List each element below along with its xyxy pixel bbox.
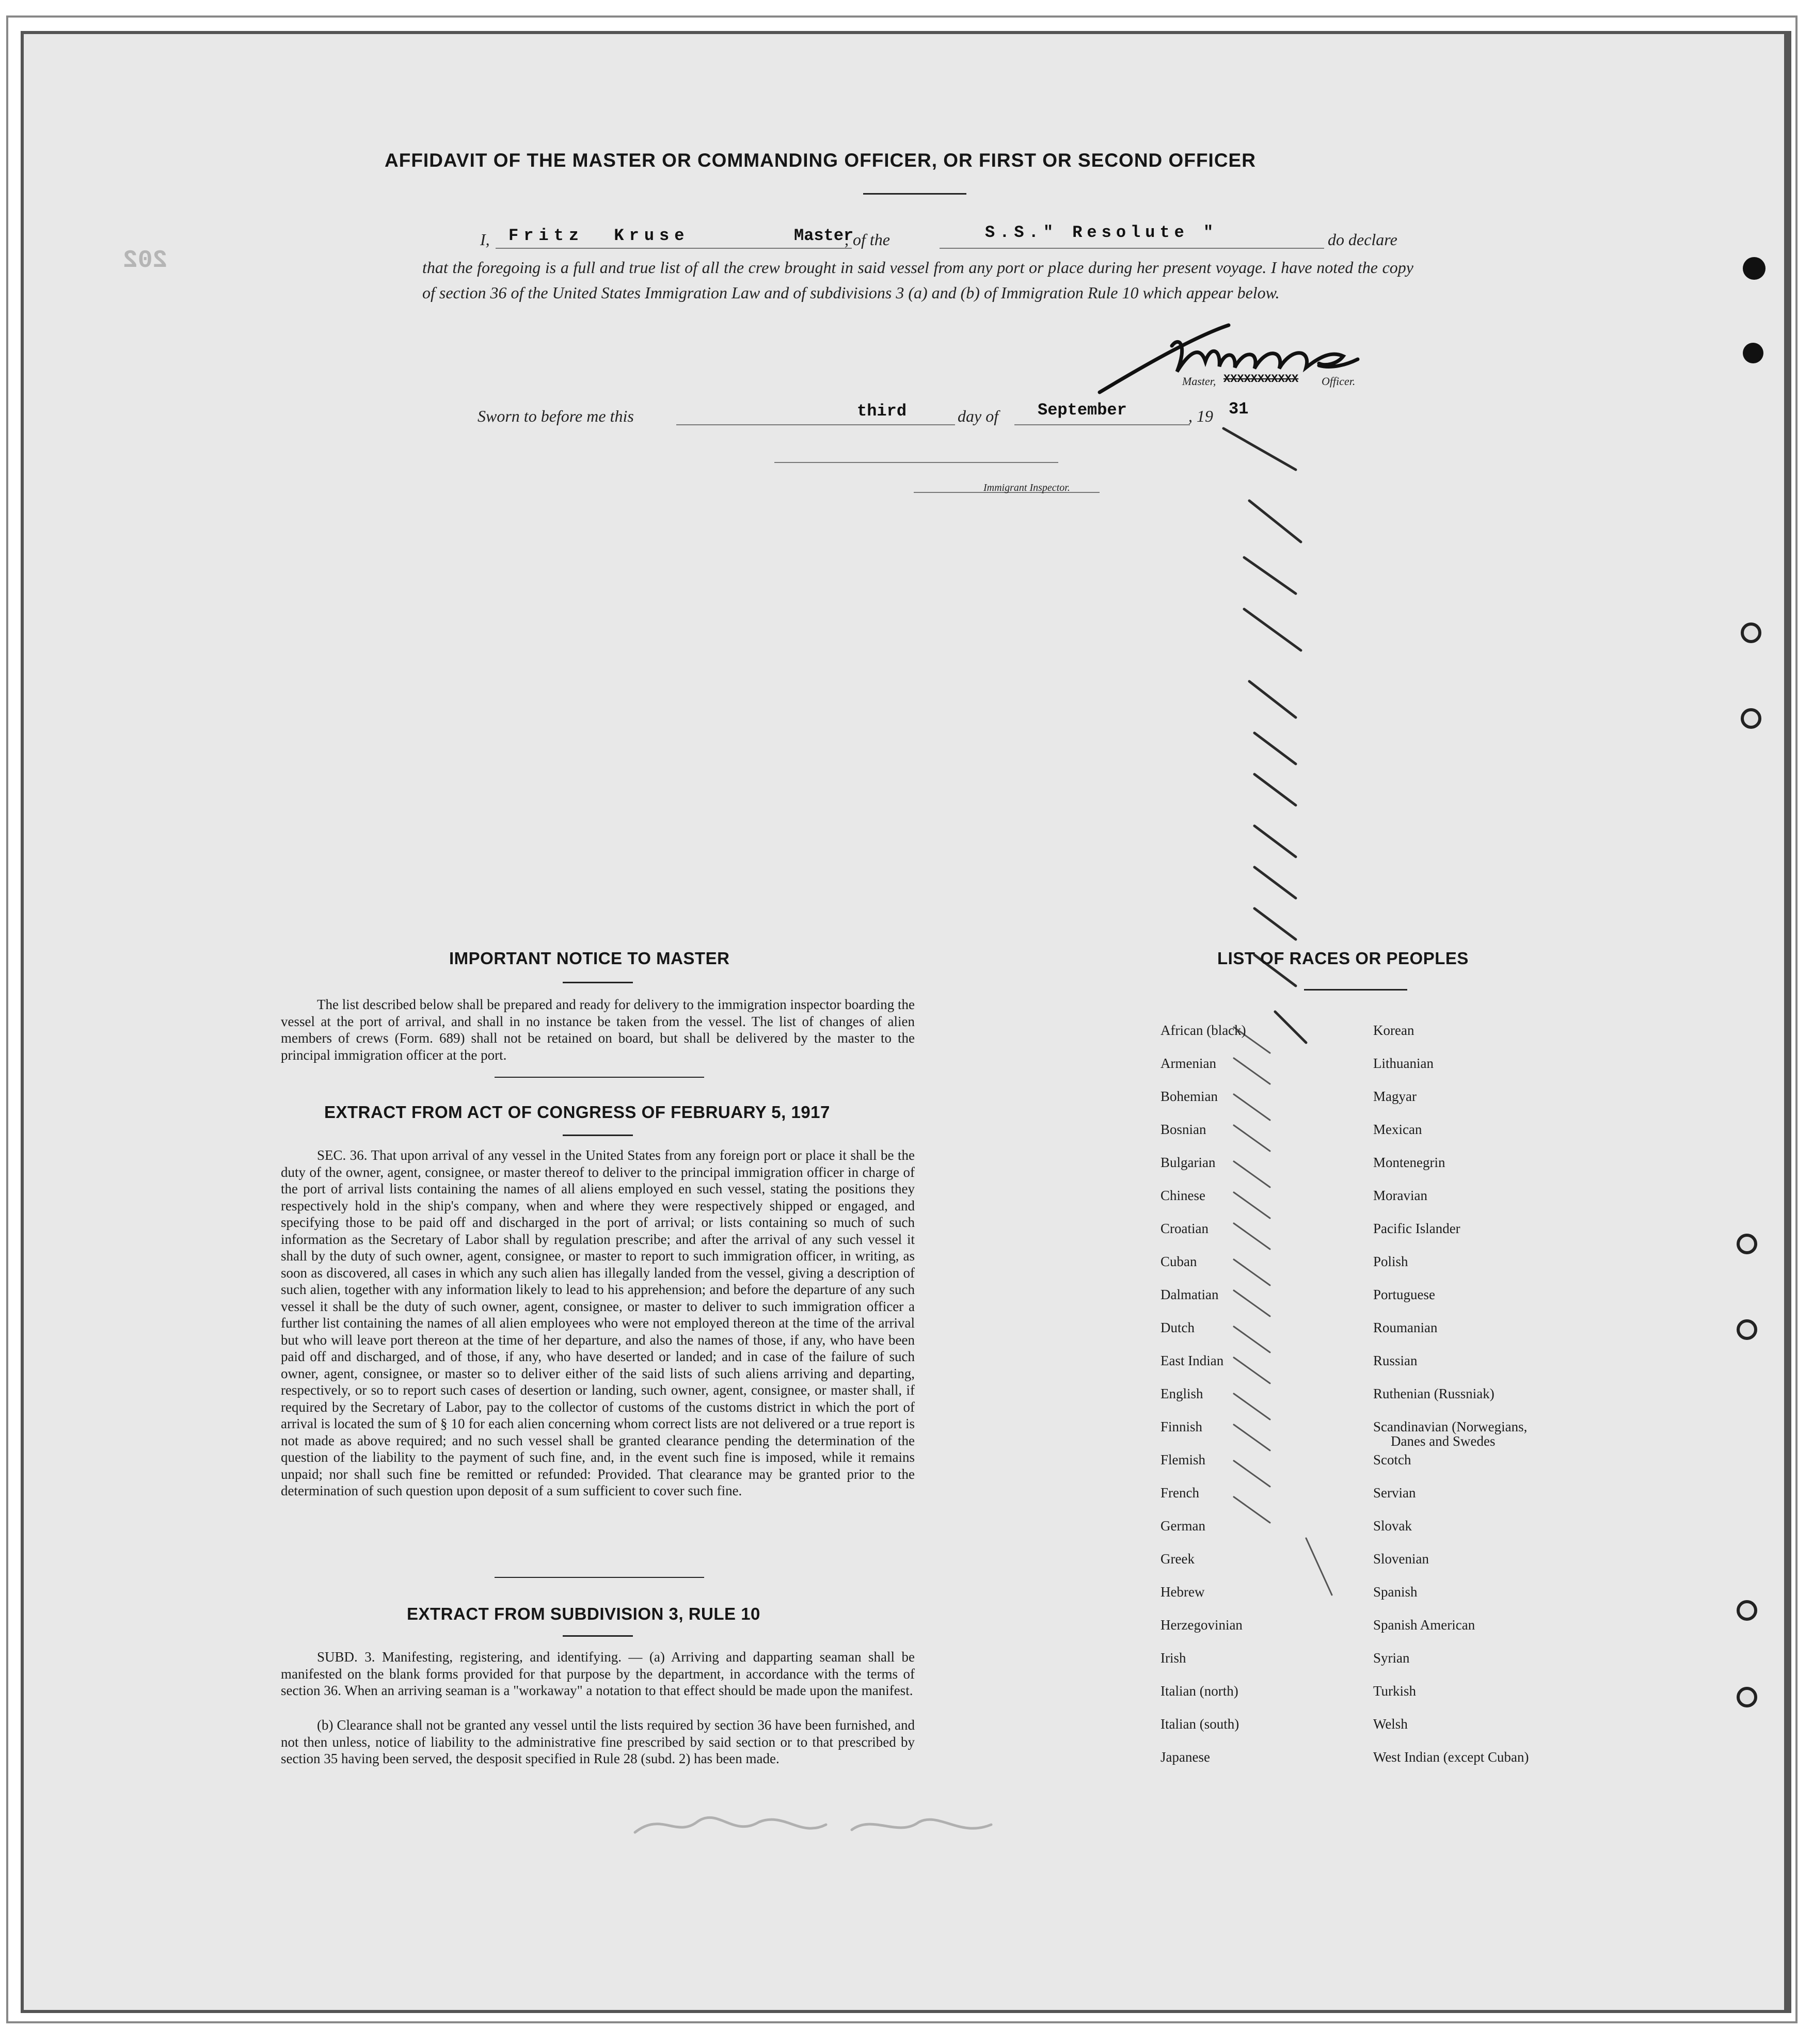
race-item: Lithuanian xyxy=(1373,1056,1434,1071)
rule-extract-text-b: (b) Clearance shall not be granted any vessel until the lists required by section 36 have been furnished, and not then unless, notice of liability to the administrative fine prescribed by said section or to that prescribed by section 35 having been served, the desposit specified in Rule 28 (subd. 2) has been made. xyxy=(281,1717,915,1766)
act-extract-title: EXTRACT FROM ACT OF CONGRESS OF FEBRUARY 5, 1917 xyxy=(324,1103,830,1122)
race-item: African (black) xyxy=(1160,1023,1246,1038)
signature-caption: Master, xyxy=(1182,375,1216,388)
race-item: Pacific Islander xyxy=(1373,1221,1460,1236)
race-item: Scandinavian (Norwegians, xyxy=(1373,1419,1528,1434)
races-rule xyxy=(1304,989,1407,991)
officer-suffix: Officer. xyxy=(1322,375,1356,388)
punch-hole xyxy=(1737,1319,1757,1340)
race-item: Bosnian xyxy=(1160,1122,1206,1137)
page-number: 202 xyxy=(123,247,168,275)
race-item: Ruthenian (Russniak) xyxy=(1373,1386,1494,1401)
sworn-label: Sworn to before me this xyxy=(478,407,634,425)
race-item: Herzegovinian xyxy=(1160,1617,1243,1633)
race-item: Italian (north) xyxy=(1160,1683,1238,1699)
race-item: East Indian xyxy=(1160,1353,1224,1368)
race-item: Scotch xyxy=(1373,1452,1411,1467)
year-value: 31 xyxy=(1229,400,1249,419)
rule-extract-title: EXTRACT FROM SUBDIVISION 3, RULE 10 xyxy=(407,1604,760,1623)
punch-hole xyxy=(1741,708,1761,729)
act-divider xyxy=(495,1577,704,1578)
struck-caption: XXXXXXXXXXX xyxy=(1223,373,1299,386)
faint-handwriting xyxy=(630,1801,1022,1848)
race-item: Armenian xyxy=(1160,1056,1216,1071)
name-underline xyxy=(496,248,852,249)
race-item: Korean xyxy=(1373,1023,1414,1038)
race-item: Dalmatian xyxy=(1160,1287,1219,1302)
race-item: Dutch xyxy=(1160,1320,1195,1335)
race-item: Turkish xyxy=(1373,1683,1417,1699)
notice-divider xyxy=(495,1077,704,1078)
race-item: Magyar xyxy=(1373,1089,1417,1104)
race-item: Chinese xyxy=(1160,1188,1205,1203)
title-rule xyxy=(863,193,966,195)
race-item: Slovak xyxy=(1373,1518,1412,1534)
master-signature xyxy=(1089,315,1409,403)
race-item: Servian xyxy=(1373,1485,1416,1500)
race-item: Syrian xyxy=(1373,1650,1410,1666)
vessel-name: S.S." Resolute " xyxy=(985,223,1218,242)
vessel-underline xyxy=(940,248,1324,249)
race-item: Polish xyxy=(1373,1254,1408,1269)
punch-hole xyxy=(1741,622,1761,643)
race-item: Mexican xyxy=(1373,1122,1422,1137)
notice-title: IMPORTANT NOTICE TO MASTER xyxy=(449,949,730,968)
master-rank: Master xyxy=(794,226,854,245)
race-item: Italian (south) xyxy=(1160,1716,1239,1732)
race-item: Roumanian xyxy=(1373,1320,1438,1335)
race-item: Russian xyxy=(1373,1353,1418,1368)
race-item: Cuban xyxy=(1160,1254,1197,1269)
day-value: third xyxy=(857,402,907,421)
race-item: Irish xyxy=(1160,1650,1186,1666)
master-name: Fritz Kruse xyxy=(508,226,690,245)
affidavit-title: AFFIDAVIT OF THE MASTER OR COMMANDING OFFICER, OR FIRST OR SECOND OFFICER xyxy=(385,150,1256,171)
race-item: Portuguese xyxy=(1373,1287,1435,1302)
race-item: Spanish American xyxy=(1373,1617,1475,1633)
race-item: Moravian xyxy=(1373,1188,1427,1203)
punch-hole xyxy=(1737,1687,1757,1707)
do-declare-label: do declare xyxy=(1328,230,1397,249)
inspector-sign-line xyxy=(774,462,1058,463)
punch-hole xyxy=(1743,257,1766,280)
race-item: English xyxy=(1160,1386,1203,1401)
race-item: Spanish xyxy=(1373,1584,1418,1600)
check-marks xyxy=(1213,413,1368,1703)
race-item: Hebrew xyxy=(1160,1584,1205,1600)
race-item: Japanese xyxy=(1160,1749,1210,1765)
race-item: Bohemian xyxy=(1160,1089,1218,1104)
day-underline xyxy=(676,424,955,425)
inspector-label: Immigrant Inspector. xyxy=(983,482,1070,493)
race-item: Welsh xyxy=(1373,1716,1408,1732)
rule-extract-text-a: SUBD. 3. Manifesting, registering, and identifying. — (a) Arriving and dapparting seaman shall be manifested on the blank forms provided for that purpose by the department, in accordance with the terms of section 36. When an arriving seaman is a "workaway" a notation to that effect should be made upon the manifest. xyxy=(281,1649,915,1698)
month-value: September xyxy=(1038,401,1127,420)
year-prefix: , 19 xyxy=(1188,407,1213,425)
month-underline xyxy=(1014,424,1190,425)
race-item: Greek xyxy=(1160,1551,1195,1567)
notice-text: The list described below shall be prepared and ready for delivery to the immigration inspector boarding the vessel at the port of arrival, and shall in no instance be taken from the vessel. The list of changes of alien members of crews (Form. 689) shall not be retained on board, but shall be delivered by the master to the principal immigration officer at the port. xyxy=(281,997,915,1063)
race-item-continuation: Danes and Swedes xyxy=(1391,1433,1496,1449)
act-rule xyxy=(563,1135,633,1136)
notice-rule xyxy=(563,982,633,983)
race-item: Bulgarian xyxy=(1160,1155,1216,1170)
race-item: Croatian xyxy=(1160,1221,1208,1236)
race-item: Montenegrin xyxy=(1373,1155,1445,1170)
affidavit-i-label: I, xyxy=(480,230,490,249)
race-item: Finnish xyxy=(1160,1419,1203,1434)
race-item: Flemish xyxy=(1160,1452,1206,1467)
affidavit-text: that the foregoing is a full and true list of all the crew brought in said vessel from any port or place during her present voyage. I have noted the copy of section 36 of the United States Immigration Law and of subdivisions 3 (a) and (b) of Immigration Rule 10 which appear below. xyxy=(422,258,1413,302)
day-of-label: day of xyxy=(958,407,999,425)
rule-rule xyxy=(563,1635,633,1637)
punch-hole xyxy=(1743,343,1763,363)
punch-hole xyxy=(1737,1234,1757,1254)
race-item: German xyxy=(1160,1518,1205,1534)
race-item: West Indian (except Cuban) xyxy=(1373,1749,1529,1765)
punch-hole xyxy=(1737,1600,1757,1621)
race-item: French xyxy=(1160,1485,1199,1500)
of-the-label: , of the xyxy=(845,230,890,249)
races-title: LIST OF RACES OR PEOPLES xyxy=(1217,949,1469,968)
race-item: Slovenian xyxy=(1373,1551,1429,1567)
act-extract-text: SEC. 36. That upon arrival of any vessel in the United States from any foreign port or place it shall be the duty of the owner, agent, consignee, or master thereof to deliver to the principal immigration officer in charge of the port of arrival lists containing the names of all aliens employed en such vessel, stating the positions they respectively hold in the ship's company, when and where they were respectively shipped or engaged, and specifying those to be paid off and discharged in the port of arrival; or lists containing so much of such information as the Secretary of Labor shall by regulation prescribe; and after the arrival of any such vessel it shall by the duty of such owner, agent, consignee, or master to report to such immigration officer, in writing, as soon as discovered, all cases in which any such alien has illegally landed from the vessel, giving a description of such alien, together with any information likely to lead to his apprehension; and before the departure of any such vessel it shall be the duty of such owner, agent, consignee, or master to deliver to such immigration officer a further list containing the names of all alien employees who were not employed thereon at the time of the arrival but who will leave port thereon at the time of her departure, and also the names of those, if any, who have been paid off and discharged, and of those, if any, who have deserted or landed; and in case of the failure of such owner, agent, consignee, or master so to deliver either of the said lists of such aliens arriving and departing, respectively, or so to report such cases of desertion or landing, such owner, agent, consignee, or master shall, if required by the Secretary of Labor, pay to the collector of customs of the customs district in which the port of arrival is located the sum of § 10 for each alien concerning whom correct lists are not delivered or a true report is not made as above required; and no such vessel shall be granted clearance pending the determination of the question of the liability to the payment of such fine, and, in the event such fine is imposed, while it remains unpaid; nor shall such fine be remitted or refunded: Provided. That clearance may be granted prior to the determination of such question upon deposit of a sum sufficient to cover such fine. xyxy=(281,1147,915,1498)
